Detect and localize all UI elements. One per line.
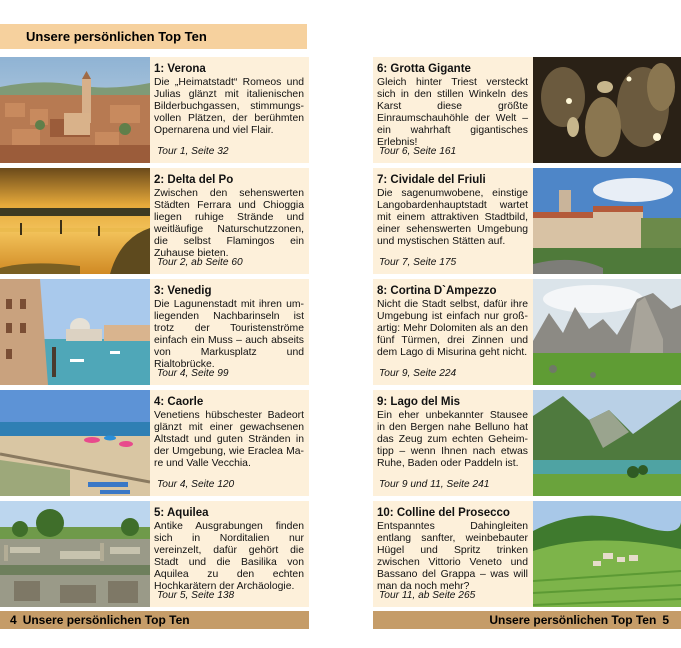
page-number: 4 bbox=[10, 613, 17, 627]
photo-venedig bbox=[0, 279, 150, 385]
entry-title: 1: Verona bbox=[154, 63, 206, 75]
entry-description: Entspanntes Dahingleiten entlang sanfter, weinbebauter Hügel und Spritz trinken zwischen Vittorio Veneto und Bassano del Grappa – was will man da noch mehr? bbox=[377, 521, 528, 593]
top-ten-entry-caorle bbox=[0, 390, 309, 496]
section-header bbox=[0, 24, 307, 49]
entry-description: Gleich hinter Triest versteckt sich in den stillen Winkeln des Karst diese größte Einraumschauhöhle der Welt – ein wahrhaft gigantisches Erlebnis! bbox=[377, 77, 528, 149]
footer-title: Unsere persönlichen Top Ten bbox=[22, 613, 190, 627]
entry-title: 5: Aquilea bbox=[154, 507, 209, 519]
entry-text bbox=[373, 501, 533, 607]
top-ten-entry-grotta-gigante bbox=[373, 57, 681, 163]
entry-description: Ein eher unbekannter Stausee in den Bergen nahe Belluno hat das Zeug zum echten Geheimtipp – wenn Ihnen nach etwas Ruhe, Baden oder Paddeln ist. bbox=[377, 410, 528, 470]
section-title: Unsere persönlichen Top Ten bbox=[26, 29, 207, 44]
entry-title: 7: Cividale del Friuli bbox=[377, 174, 486, 186]
top-ten-entry-lago-del-mis bbox=[373, 390, 681, 496]
top-ten-entry-cortina-dampezzo bbox=[373, 279, 681, 385]
entry-tour-reference: Tour 2, ab Seite 60 bbox=[157, 257, 243, 268]
entry-description: Nicht die Stadt selbst, dafür ihre Umgebung ist einfach nur großartig: Mehr Dolomiten als an den fünf Türmen, drei Zinnen und dem Lago di Misurina geht nicht. bbox=[377, 299, 528, 359]
entry-description: Die „Heimatstadt“ Romeos und Julias glänzt mit italienischen Bilderbuchgassen, stimmungsvollen Plätzen, der berühmten Opernarena und viel Flair. bbox=[154, 77, 304, 137]
entry-title: 8: Cortina D`Ampezzo bbox=[377, 285, 497, 297]
entry-tour-reference: Tour 11, ab Seite 265 bbox=[379, 590, 476, 601]
entry-title: 3: Venedig bbox=[154, 285, 212, 297]
photo-cividale-del-friuli bbox=[533, 168, 681, 274]
entry-title: 2: Delta del Po bbox=[154, 174, 234, 186]
entry-text bbox=[150, 501, 309, 607]
entry-text bbox=[150, 390, 309, 496]
entry-description: Antike Ausgrabungen finden sich in Norditalien nur vereinzelt, dafür gehört die Stadt und die Basilika von Aquilea zu den echten Hochkarätern der Archäologie. bbox=[154, 521, 304, 593]
footer-label bbox=[489, 613, 675, 627]
entry-title: 4: Caorle bbox=[154, 396, 204, 408]
entry-description: Zwischen den sehenswerten Städten Ferrara und Chioggia liegen ruhige Strände und weitläufige Naturschutzzonen, die selbst Flamingos ein Zuhause bieten. bbox=[154, 188, 304, 260]
page-footer bbox=[373, 611, 681, 629]
page-number: 5 bbox=[662, 613, 669, 627]
entry-tour-reference: Tour 9 und 11, Seite 241 bbox=[379, 479, 490, 490]
entry-text bbox=[150, 168, 309, 274]
left-page bbox=[0, 0, 309, 648]
top-ten-entry-verona bbox=[0, 57, 309, 163]
entry-text bbox=[373, 168, 533, 274]
entry-tour-reference: Tour 5, Seite 138 bbox=[157, 590, 235, 601]
entry-description: Die Lagunenstadt mit ihren umliegenden Nachbarinseln ist trotz der Touristenströme einfach ein Muss – auch abseits von Markusplatz und Rialtobrücke. bbox=[154, 299, 304, 371]
entry-text bbox=[150, 279, 309, 385]
entry-text bbox=[373, 57, 533, 163]
entry-title: 9: Lago del Mis bbox=[377, 396, 461, 408]
photo-cortina-dampezzo bbox=[533, 279, 681, 385]
entry-tour-reference: Tour 1, Seite 32 bbox=[157, 146, 229, 157]
entry-title: 10: Colline del Prosecco bbox=[377, 507, 510, 519]
entry-tour-reference: Tour 4, Seite 120 bbox=[157, 479, 235, 490]
top-ten-entry-aquilea bbox=[0, 501, 309, 607]
footer-title: Unsere persönlichen Top Ten bbox=[489, 613, 657, 627]
entry-title: 6: Grotta Gigante bbox=[377, 63, 471, 75]
photo-verona bbox=[0, 57, 150, 163]
entry-tour-reference: Tour 4, Seite 99 bbox=[157, 368, 229, 379]
entry-text bbox=[373, 279, 533, 385]
photo-grotta-gigante bbox=[533, 57, 681, 163]
photo-aquilea bbox=[0, 501, 150, 607]
page-footer bbox=[0, 611, 309, 629]
top-ten-entry-venedig bbox=[0, 279, 309, 385]
photo-lago-del-mis bbox=[533, 390, 681, 496]
photo-delta-del-po bbox=[0, 168, 150, 274]
entry-text bbox=[373, 390, 533, 496]
top-ten-entry-delta-del-po bbox=[0, 168, 309, 274]
top-ten-entry-colline-del-prosecco bbox=[373, 501, 681, 607]
right-page bbox=[373, 0, 681, 648]
footer-label bbox=[4, 613, 190, 627]
entry-tour-reference: Tour 6, Seite 161 bbox=[379, 146, 457, 157]
entry-text bbox=[150, 57, 309, 163]
entry-description: Venetiens hübschester Badeort glänzt mit einer gewachsenen Altstadt und guten Stränden in der Umgebung, wie Eraclea Mare und Valle Vecchia. bbox=[154, 410, 304, 470]
entry-tour-reference: Tour 7, Seite 175 bbox=[379, 257, 457, 268]
entry-tour-reference: Tour 9, Seite 224 bbox=[379, 368, 457, 379]
photo-caorle bbox=[0, 390, 150, 496]
entry-description: Die sagenumwobene, einstige Langobardenhauptstadt wartet mit einem attraktiven Stadtbild, einer sehenswerten Umgebung und mystischen Stätten auf. bbox=[377, 188, 528, 248]
photo-colline-del-prosecco bbox=[533, 501, 681, 607]
top-ten-entry-cividale-del-friuli bbox=[373, 168, 681, 274]
